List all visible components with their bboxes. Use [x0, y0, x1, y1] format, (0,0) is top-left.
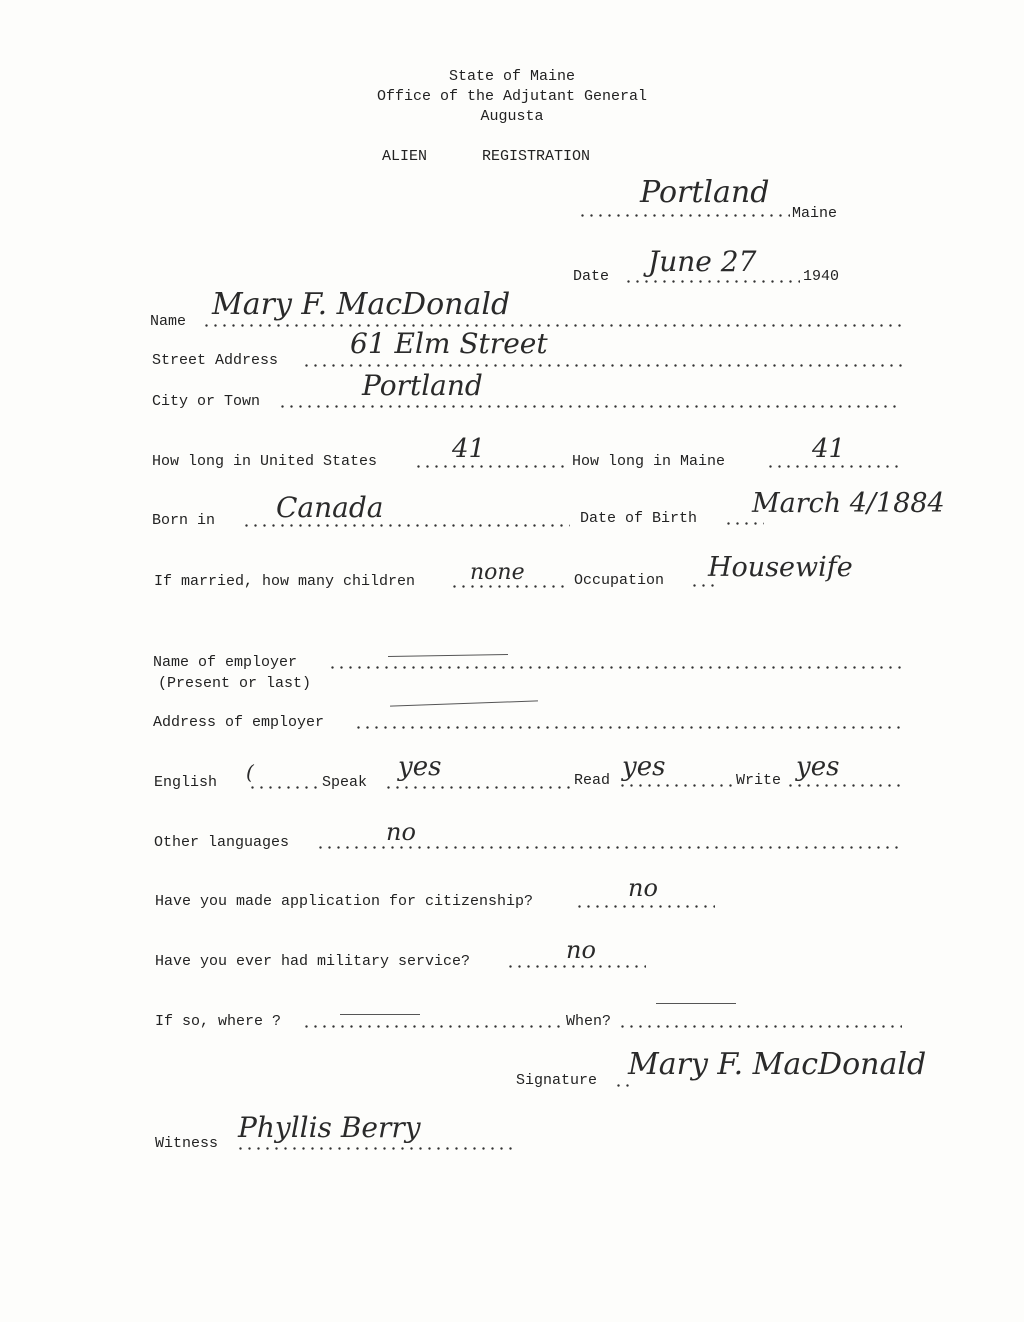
place-suffix: Maine — [792, 205, 838, 222]
children-value: none — [470, 560, 525, 585]
read-label: Read — [574, 772, 611, 789]
occupation-label: Occupation — [574, 572, 665, 589]
military-value: no — [566, 936, 596, 964]
military-label: Have you ever had military service? — [155, 953, 471, 970]
header-city: Augusta — [480, 108, 544, 125]
citizenship-label: Have you made application for citizenship? — [155, 893, 534, 910]
street-label: Street Address — [152, 352, 279, 369]
date-value: June 27 — [648, 245, 757, 278]
when-label: When? — [566, 1013, 612, 1030]
children-dots — [450, 585, 570, 588]
speak-label: Speak — [322, 774, 368, 791]
name-dots — [202, 324, 902, 327]
born-in-value: Canada — [276, 491, 384, 524]
city-dots — [278, 405, 902, 408]
where-dots — [302, 1025, 564, 1028]
birth-date-value: March 4/1884 — [752, 488, 945, 519]
place-dots — [578, 214, 790, 217]
english-dots — [248, 786, 320, 789]
witness-label: Witness — [155, 1135, 219, 1152]
born-in-label: Born in — [152, 512, 216, 529]
street-dots — [302, 364, 902, 367]
signature-value: Mary F. MacDonald — [628, 1047, 927, 1082]
where-label: If so, where ? — [155, 1013, 282, 1030]
maine-years-dots — [766, 465, 902, 468]
speak-dots — [384, 786, 572, 789]
employer-sublabel: (Present or last) — [158, 675, 312, 692]
citizenship-dots — [575, 905, 715, 908]
city-label: City or Town — [152, 393, 261, 410]
when-dash — [656, 1003, 736, 1004]
place-value: Portland — [640, 175, 770, 210]
employer-label: Name of employer — [153, 654, 298, 671]
header-office: Office of the Adjutant General — [376, 88, 648, 105]
other-languages-label: Other languages — [154, 834, 290, 851]
street-value: 61 Elm Street — [350, 327, 548, 360]
occupation-value: Housewife — [708, 552, 853, 583]
military-dots — [506, 965, 646, 968]
read-value: yes — [622, 752, 666, 782]
birth-date-label: Date of Birth — [580, 510, 698, 527]
english-label: English — [154, 774, 218, 791]
other-languages-dots — [316, 846, 902, 849]
citizenship-value: no — [628, 874, 658, 902]
name-value: Mary F. MacDonald — [212, 287, 511, 322]
when-dots — [618, 1025, 902, 1028]
write-value: yes — [796, 752, 840, 782]
employer-address-dash — [390, 700, 538, 706]
write-dots — [786, 784, 902, 787]
witness-dots — [236, 1147, 516, 1150]
signature-label: Signature — [516, 1072, 598, 1089]
where-dash — [340, 1014, 420, 1015]
signature-dots — [614, 1084, 634, 1087]
maine-years-label: How long in Maine — [572, 453, 726, 470]
employer-address-label: Address of employer — [153, 714, 325, 731]
speak-value: yes — [398, 752, 442, 782]
born-in-dots — [242, 524, 570, 527]
city-value: Portland — [362, 369, 483, 402]
date-label: Date — [573, 268, 610, 285]
date-dots — [624, 280, 800, 283]
employer-dash — [388, 654, 508, 657]
children-label: If married, how many children — [154, 573, 416, 590]
read-dots — [618, 784, 734, 787]
english-value: ( — [246, 760, 254, 784]
maine-years-value: 41 — [812, 434, 846, 464]
name-label: Name — [150, 313, 187, 330]
form-title-registration: REGISTRATION — [482, 148, 591, 165]
date-year: 1940 — [803, 268, 840, 285]
write-label: Write — [736, 772, 782, 789]
us-years-value: 41 — [452, 434, 486, 464]
employer-dots — [328, 666, 902, 669]
header-state: State of Maine — [448, 68, 576, 85]
other-languages-value: no — [386, 818, 416, 846]
form-title-alien: ALIEN — [382, 148, 428, 165]
witness-value: Phyllis Berry — [238, 1111, 421, 1144]
occupation-dots — [690, 584, 720, 587]
us-years-label: How long in United States — [152, 453, 378, 470]
birth-date-dots — [724, 522, 764, 525]
us-years-dots — [414, 465, 570, 468]
employer-address-dots — [354, 726, 902, 729]
